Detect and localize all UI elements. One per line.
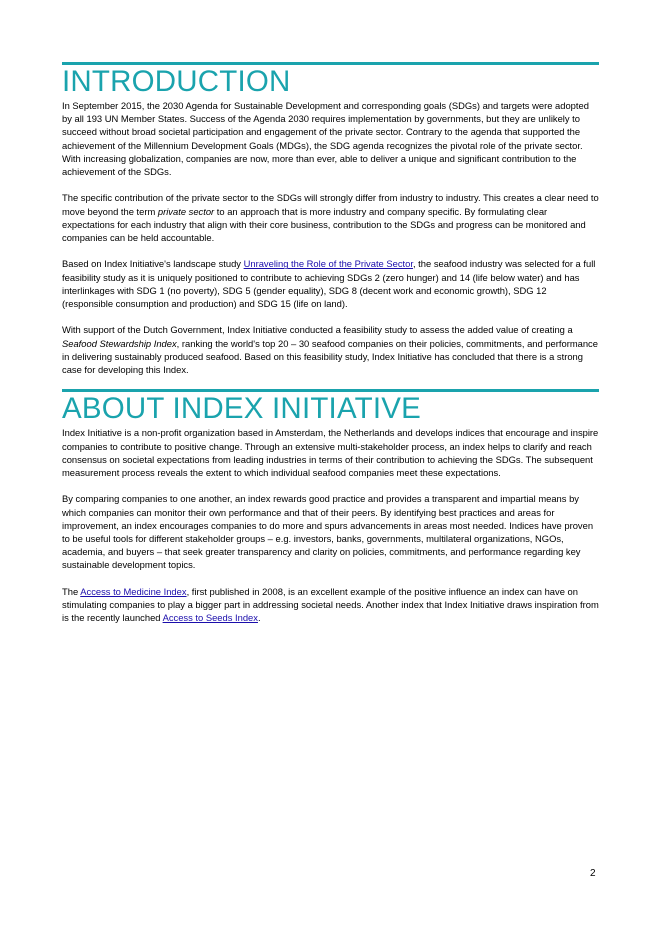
page-number: 2 bbox=[590, 868, 596, 879]
about-heading: ABOUT INDEX INITIATIVE bbox=[62, 392, 422, 426]
about-paragraph-2: By comparing companies to one another, an index rewards good practice and provides a transparent and impartial means by which companies can monitor their own performance and that of their peers. By identifying best practices and areas for improvement, an index encourages companies to do more and spurs advancements in areas most needed. Indices have proven to be useful tools for different stakeholder groups – e.g. investors, banks, governments, multilateral organizations, NGOs, academia, and buyers – that seek greater transparency and clarity on policies, commitments, and performance regarding key sustainable development topics. bbox=[62, 493, 594, 571]
about-paragraph-1: Index Initiative is a non-profit organization based in Amsterdam, the Netherlands and develops indices that encourage and inspire companies to contribute to positive change. Through an extensive multi-stakeholder process, an index helps to clarify and reach consensus on societal expectations from leading industries in terms of their contribution to achieving the SDGs. The subsequent measurement process reveals the extent to which individual seafood companies meet these expectations. bbox=[62, 427, 599, 479]
intro-paragraph-4: With support of the Dutch Government, Index Initiative conducted a feasibility study to assess the added value of creating a Seafood Stewardship Index, ranking the world's top 20 – 30 seafood companies on their policies, commitments, and performance in delivering sustainably produced seafood. Based on this feasibility study, Index Initiative has concluded that there is a strong case for developing this Index. bbox=[62, 324, 598, 376]
intro-paragraph-3: Based on Index Initiative's landscape study Unraveling the Role of the Private Sector, the seafood industry was selected for a full feasibility study as it is uniquely positioned to contribute to achieving SDGs 2 (zero hunger) and 14 (life below water) and has interlinkages with SDG 1 (no poverty), SDG 5 (gender equality), SDG 8 (decent work and economic growth), SDG 12 (responsible consumption and production) and SDG 15 (life on land). bbox=[62, 258, 596, 310]
intro-paragraph-2: The specific contribution of the private sector to the SDGs will strongly differ from industry to industry. This creates a clear need to move beyond the term private sector to an approach that is more industry and company specific. By formulating clear expectations for each industry that align with their core business, contribution to the SDGs and progress can be monitored and companies can be held accountable. bbox=[62, 192, 599, 244]
page-content bbox=[62, 62, 599, 638]
introduction-heading: INTRODUCTION bbox=[62, 65, 291, 98]
emphasis-seafood-index: Seafood Stewardship Index bbox=[62, 337, 177, 349]
emphasis-private-sector: private sector bbox=[157, 205, 215, 217]
unraveling-role-link[interactable]: Unraveling the Role of the Private Sector bbox=[243, 258, 413, 270]
about-paragraph-3: The Access to Medicine Index, first published in 2008, is an excellent example of the positive influence an index can have on stimulating companies to play a bigger part in addressing societal needs. Another index that Index Initiative draws inspiration from is the recently launched Access to Seeds Index. bbox=[62, 585, 599, 624]
access-to-seeds-link[interactable]: Access to Seeds Index bbox=[162, 612, 258, 624]
intro-paragraph-1: In September 2015, the 2030 Agenda for Sustainable Development and corresponding goals (SDGs) and targets were adopted by all 193 UN Member States. Success of the Agenda 2030 requires implementation by governments, but they are unlikely to succeed without broad societal participation and engagement of the private sector. Contrary to the agenda that supported the achievement of the Millennium Development Goals (MDGs), the SDG agenda recognizes the pivotal role of the private sector. With increasing globalization, companies are now, more than ever, able to deliver a unique and significant contribution to the achievement of the SDGs. bbox=[62, 100, 589, 178]
about-section bbox=[62, 389, 599, 624]
access-to-medicine-link[interactable]: Access to Medicine Index bbox=[80, 585, 187, 597]
